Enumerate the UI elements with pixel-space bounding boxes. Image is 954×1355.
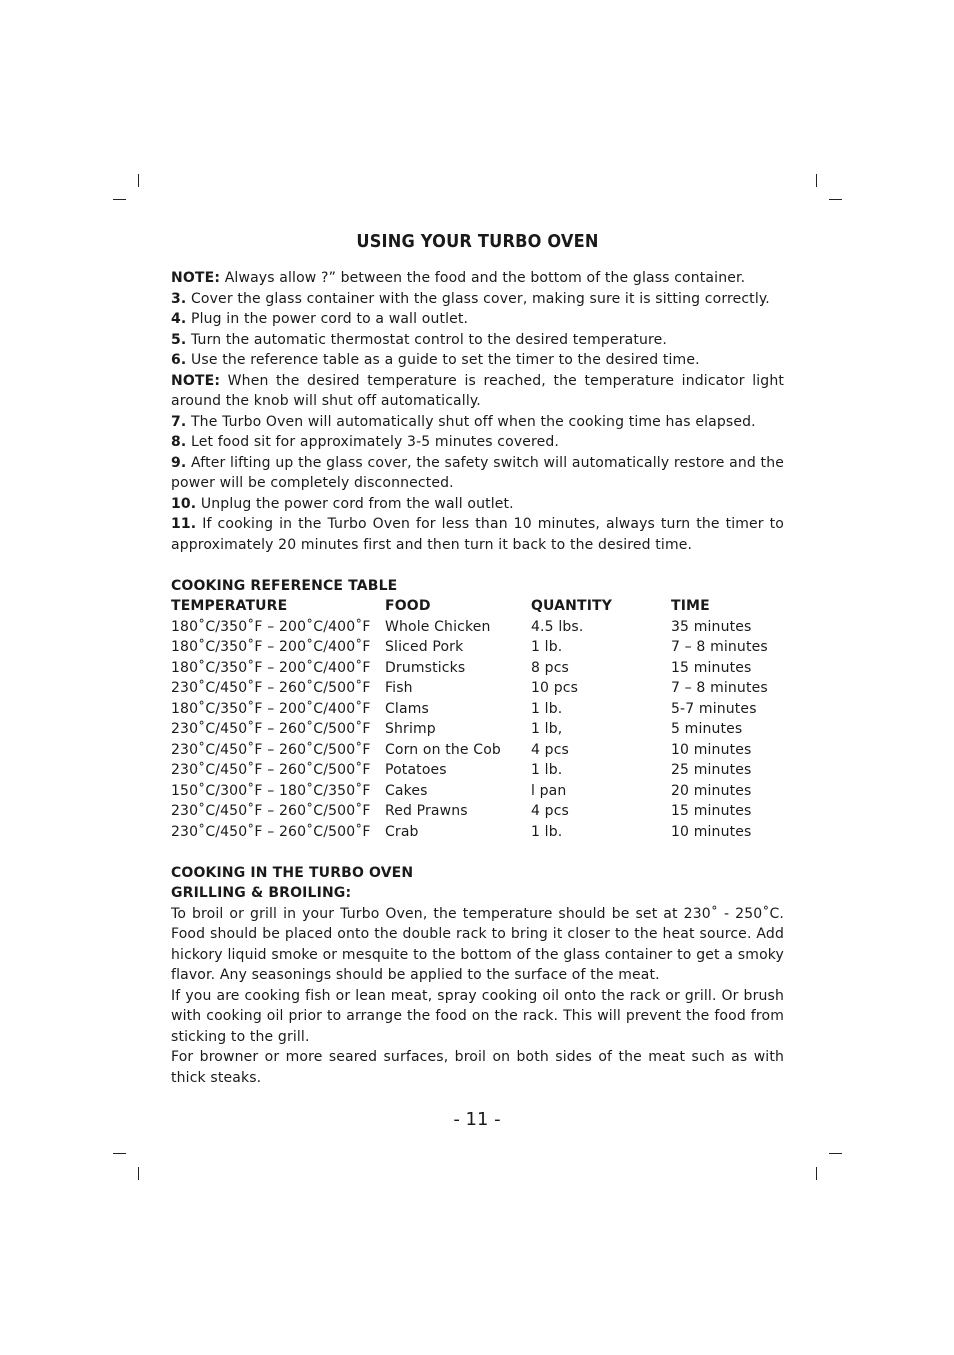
instruction-step xyxy=(171,412,784,433)
column-header: QUANTITY xyxy=(531,598,613,614)
crop-mark xyxy=(113,199,126,200)
step-text: Let food sit for approximately 3-5 minutes covered. xyxy=(190,434,560,450)
instruction-step xyxy=(171,350,784,371)
column-header: FOOD xyxy=(385,598,431,614)
step-text: Plug in the power cord to a wall outlet. xyxy=(190,311,469,327)
step-label: 9. xyxy=(171,454,187,471)
cooking-paragraph: If you are cooking fish or lean meat, spray cooking oil onto the rack or grill. Or brush with cooking oil prior to arrange the food on the rack. This will prevent the food from sticking to the grill. xyxy=(171,987,784,1045)
crop-mark xyxy=(138,1167,139,1180)
table-cell: 230˚C/450˚F – 260˚C/500˚F xyxy=(171,762,371,778)
table-row xyxy=(171,658,784,679)
step-text: The Turbo Oven will automatically shut off when the cooking time has elapsed. xyxy=(190,413,756,430)
table-cell: 230˚C/450˚F – 260˚C/500˚F xyxy=(171,823,371,840)
table-cell: 7 – 8 minutes xyxy=(671,680,768,696)
table-cell: 7 – 8 minutes xyxy=(671,639,768,655)
step-text: Cover the glass container with the glass cover, making sure it is sitting correctly. xyxy=(190,290,770,307)
crop-mark xyxy=(816,1167,817,1180)
table-row xyxy=(171,760,784,781)
table-cell: 15 minutes xyxy=(671,803,752,819)
table-cell: 230˚C/450˚F – 260˚C/500˚F xyxy=(171,803,371,819)
step-text: Unplug the power cord from the wall outlet. xyxy=(200,495,514,512)
table-cell: l pan xyxy=(531,782,567,799)
table-cell: 230˚C/450˚F – 260˚C/500˚F xyxy=(171,680,371,696)
column-header: TEMPERATURE xyxy=(171,598,288,614)
cooking-paragraph: For browner or more seared surfaces, broil on both sides of the meat such as with thick steaks. xyxy=(171,1049,784,1086)
step-label: NOTE: xyxy=(171,372,221,389)
table-cell: 1 lb, xyxy=(531,721,563,737)
table-cell: 180˚C/350˚F – 200˚C/400˚F xyxy=(171,700,371,717)
table-row xyxy=(171,781,784,802)
table-title: COOKING REFERENCE TABLE xyxy=(171,577,398,594)
crop-mark xyxy=(138,174,139,187)
table-cell: 1 lb. xyxy=(531,823,563,840)
step-text: Use the reference table as a guide to set the timer to the desired time. xyxy=(190,352,700,368)
table-row xyxy=(171,617,784,638)
table-cell: 25 minutes xyxy=(671,762,752,778)
table-header-row xyxy=(171,596,784,617)
table-cell: 10 minutes xyxy=(671,741,752,758)
table-cell: Crab xyxy=(385,823,419,840)
table-row xyxy=(171,822,784,843)
instruction-step xyxy=(171,453,784,494)
crop-mark xyxy=(113,1153,126,1154)
instruction-step xyxy=(171,432,784,453)
page-content xyxy=(171,230,784,1088)
table-cell: Fish xyxy=(385,680,413,696)
table-cell: 230˚C/450˚F – 260˚C/500˚F xyxy=(171,741,371,758)
table-cell: 10 pcs xyxy=(531,680,579,696)
table-row xyxy=(171,801,784,822)
table-cell: 230˚C/450˚F – 260˚C/500˚F xyxy=(171,721,371,737)
step-label: 7. xyxy=(171,413,187,430)
table-cell: Drumsticks xyxy=(385,659,466,676)
table-cell: 8 pcs xyxy=(531,659,569,676)
step-label: NOTE: xyxy=(171,270,221,286)
section-subheading: GRILLING & BROILING: xyxy=(171,885,352,901)
table-cell: 5 minutes xyxy=(671,721,743,737)
column-header: TIME xyxy=(671,598,710,614)
page-title: USING YOUR TURBO OVEN xyxy=(356,231,599,252)
step-label: 10. xyxy=(171,495,197,512)
table-row xyxy=(171,699,784,720)
table-cell: 150˚C/300˚F – 180˚C/350˚F xyxy=(171,782,371,799)
table-row xyxy=(171,678,784,699)
cooking-reference-table xyxy=(171,596,784,842)
table-cell: 180˚C/350˚F – 200˚C/400˚F xyxy=(171,639,371,655)
step-text: If cooking in the Turbo Oven for less than 10 minutes, always turn the timer to approximately 20 minutes first and then turn it back to the desired time. xyxy=(171,516,784,553)
table-cell: 4 pcs xyxy=(531,741,569,758)
table-cell: 35 minutes xyxy=(671,618,752,635)
instruction-step xyxy=(171,289,784,310)
step-label: 5. xyxy=(171,331,187,348)
instruction-step xyxy=(171,494,784,515)
table-cell: 1 lb. xyxy=(531,700,563,717)
table-cell: 20 minutes xyxy=(671,782,752,799)
step-label: 8. xyxy=(171,434,187,450)
step-text: Always allow ?” between the food and the bottom of the glass container. xyxy=(224,270,746,286)
instruction-step xyxy=(171,330,784,351)
crop-mark xyxy=(816,174,817,187)
step-text: Turn the automatic thermostat control to the desired temperature. xyxy=(190,331,667,348)
instruction-step xyxy=(171,514,784,555)
table-cell: 1 lb. xyxy=(531,762,563,778)
table-cell: 4 pcs xyxy=(531,803,569,819)
step-label: 6. xyxy=(171,352,187,368)
table-cell: Potatoes xyxy=(385,762,447,778)
table-cell: Shrimp xyxy=(385,721,436,737)
table-row xyxy=(171,637,784,658)
table-cell: Cakes xyxy=(385,782,428,799)
step-text: After lifting up the glass cover, the safety switch will automatically restore and the power will be completely disconnected. xyxy=(171,454,784,491)
table-cell: 4.5 lbs. xyxy=(531,618,584,635)
cooking-paragraph: To broil or grill in your Turbo Oven, the temperature should be set at 230˚ - 250˚C. Food should be placed onto the double rack to bring it closer to the heat source. Add hickory liquid smoke or mesquite to the bottom of the glass container to get a smoky flavor. Any seasonings should be applied to the surface of the meat. xyxy=(171,905,784,983)
crop-mark xyxy=(829,199,842,200)
page-number: - 11 - xyxy=(453,1109,501,1130)
table-cell: Red Prawns xyxy=(385,803,468,819)
instruction-step xyxy=(171,371,784,412)
instruction-step xyxy=(171,268,784,289)
table-cell: 1 lb. xyxy=(531,639,563,655)
cooking-text xyxy=(171,904,784,1089)
table-row xyxy=(171,740,784,761)
table-cell: 180˚C/350˚F – 200˚C/400˚F xyxy=(171,618,371,635)
table-cell: 180˚C/350˚F – 200˚C/400˚F xyxy=(171,659,371,676)
step-label: 4. xyxy=(171,311,187,327)
step-text: When the desired temperature is reached, the temperature indicator light around the knob will shut off automatically. xyxy=(171,372,784,409)
table-cell: 5-7 minutes xyxy=(671,700,757,717)
step-label: 11. xyxy=(171,516,197,532)
table-cell: 10 minutes xyxy=(671,823,752,840)
section-heading: COOKING IN THE TURBO OVEN xyxy=(171,864,414,881)
table-cell: 15 minutes xyxy=(671,659,752,676)
table-cell: Clams xyxy=(385,700,429,717)
table-cell: Corn on the Cob xyxy=(385,741,501,758)
table-cell: Whole Chicken xyxy=(385,618,491,635)
instruction-step xyxy=(171,309,784,330)
table-row xyxy=(171,719,784,740)
crop-mark xyxy=(829,1153,842,1154)
step-label: 3. xyxy=(171,290,187,307)
table-cell: Sliced Pork xyxy=(385,639,464,655)
instruction-list xyxy=(171,268,784,555)
